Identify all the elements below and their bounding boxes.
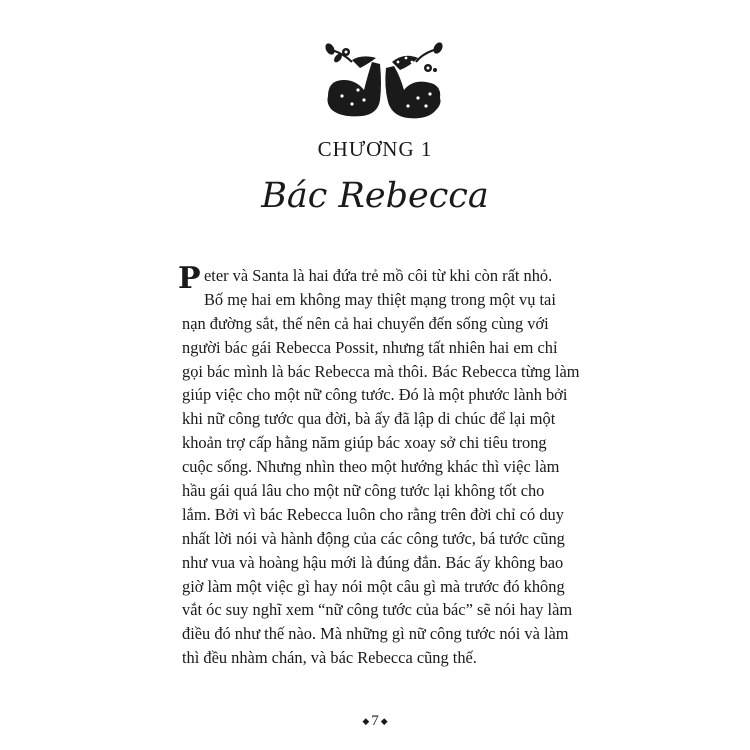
drop-cap: P xyxy=(178,261,201,296)
text-line: giờ làm một việc gì hay nói một câu gì mà trước đó không xyxy=(182,576,565,596)
text-line: như vua và hoàng hậu mới là đúng đắn. Bác ấy không bao xyxy=(182,552,564,572)
text-line: người bác gái Rebecca Possit, nhưng tất nhiên hai em chỉ xyxy=(182,337,558,357)
text-line: vắt óc suy nghĩ xem “nữ công tước của bác” sẽ nói hay làm xyxy=(182,600,573,620)
page-footer xyxy=(0,713,750,730)
shoes-with-flowers-icon xyxy=(322,40,446,122)
text-line: nạn đường sắt, thế nên cả hai chuyển đến sống cùng với xyxy=(182,313,549,333)
text-line: khi nữ công tước qua đời, bà ấy đã lập di chúc để lại một xyxy=(182,409,556,429)
text-line: eter và Santa là hai đứa trẻ mồ côi từ khi còn rất nhỏ. xyxy=(204,266,553,285)
text-line: gọi bác mình là bác Rebecca mà thôi. Bác Rebecca từng làm xyxy=(182,361,580,381)
diamond-right-icon: ◆ xyxy=(380,716,388,727)
page-number: 7 xyxy=(371,713,379,729)
text-line: hầu gái quá lâu cho một nữ công tước lại không tốt cho xyxy=(182,481,545,501)
text-line: nhất lời nói và hành động của các công tước, bá tước cũng xyxy=(182,528,565,548)
text-line: giúp việc cho một nữ công tước. Đó là một phước lành bởi xyxy=(182,385,568,405)
text-line: điều đó như thế nào. Mà những gì nữ công tước nói và làm xyxy=(182,624,569,644)
text-line: Bố mẹ hai em không may thiệt mạng trong một vụ tai xyxy=(204,289,556,309)
chapter-title: Bác Rebecca xyxy=(261,176,489,216)
text-line: khoản trợ cấp hằng năm giúp bác xoay sở chi tiêu trong xyxy=(182,433,547,453)
body-paragraph xyxy=(178,261,608,670)
chapter-number: CHƯƠNG 1 xyxy=(317,137,433,161)
text-line: lắm. Bởi vì bác Rebecca luôn cho rằng trên đời chỉ có duy xyxy=(182,504,564,524)
diamond-left-icon: ◆ xyxy=(362,716,370,727)
text-line: thì đều nhàm chán, và bác Rebecca cũng thế. xyxy=(182,648,477,668)
text-line: cuộc sống. Nhưng nhìn theo một hướng khác thì việc làm xyxy=(182,457,560,477)
